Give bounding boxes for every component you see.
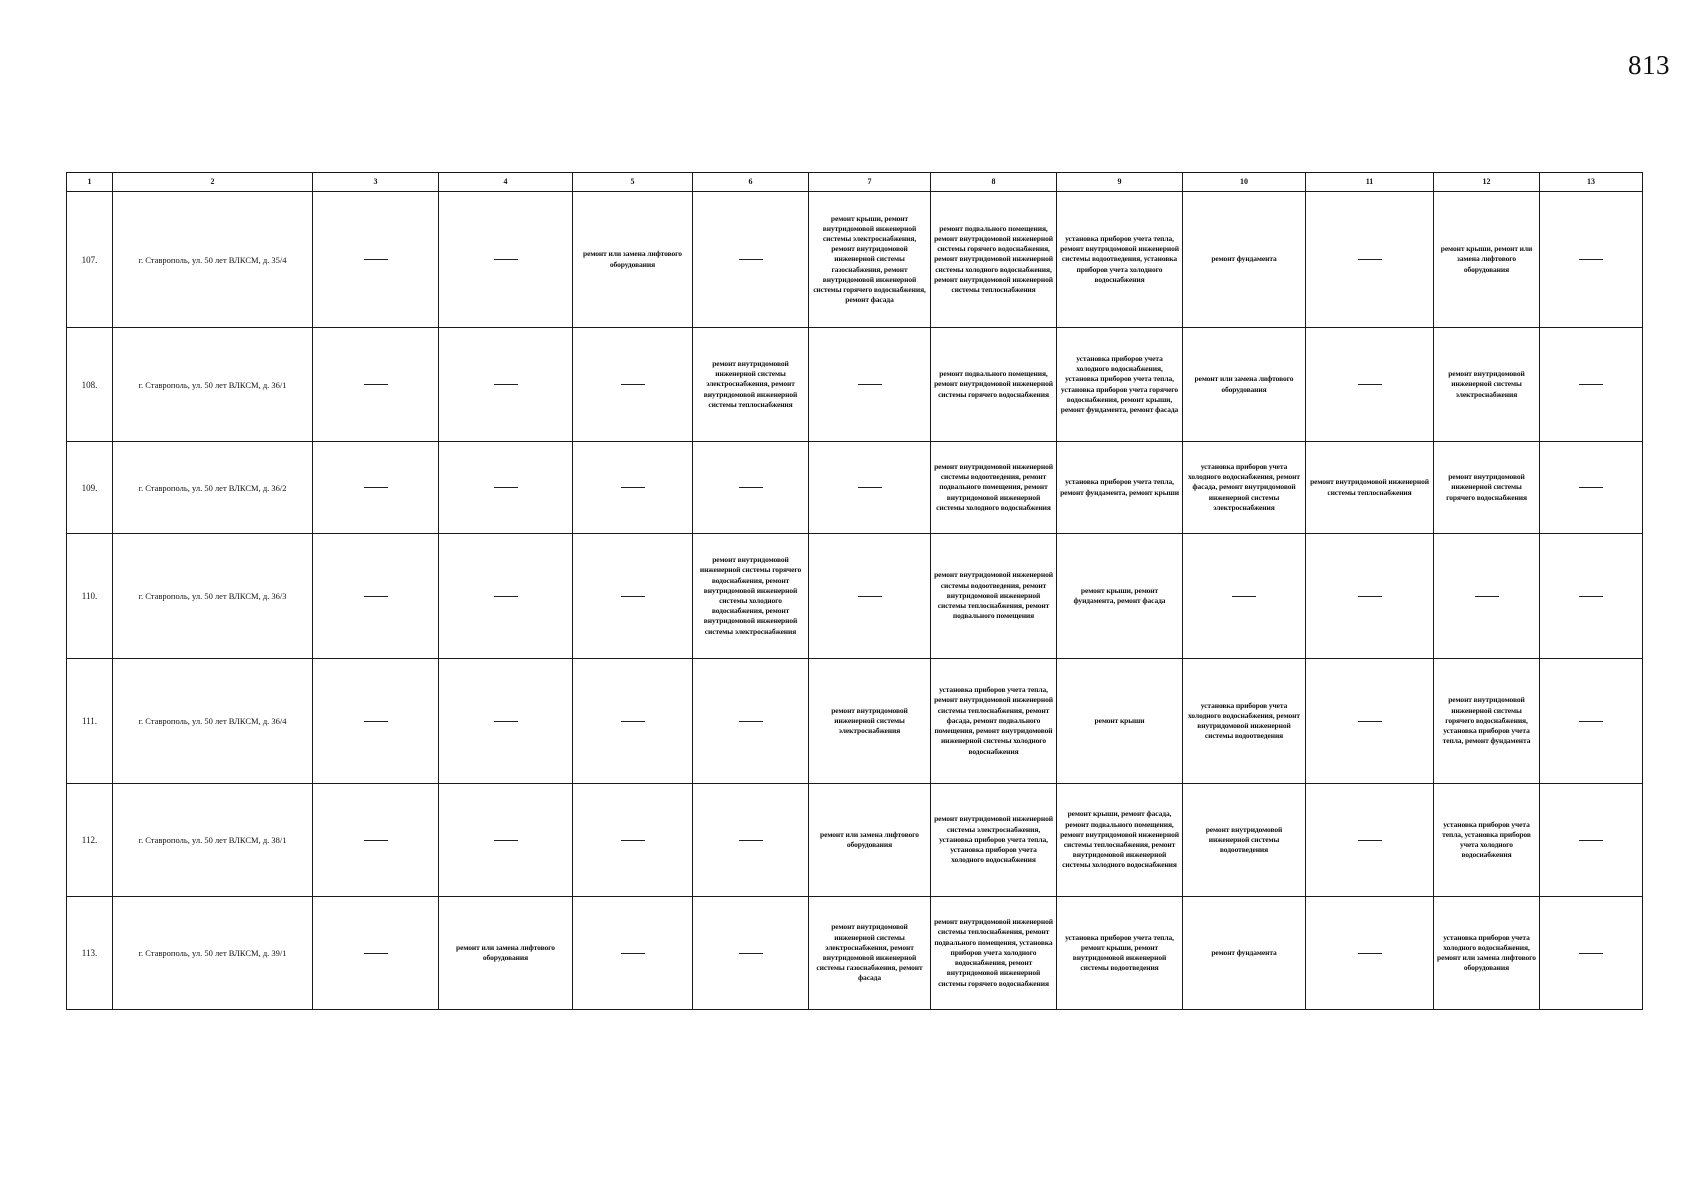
work-cell: ремонт внутридомовой инженерной системы водоотведения, ремонт подвального помещения, ремонт внутридомовой инженерной системы холодного водоснабжения: [931, 442, 1057, 534]
column-number: 4: [439, 173, 573, 192]
column-number: 6: [693, 173, 809, 192]
dash-mark: [858, 596, 882, 597]
dash-mark: [621, 840, 645, 841]
empty-cell: [573, 328, 693, 442]
empty-cell: [1306, 192, 1434, 328]
empty-cell: [573, 534, 693, 659]
work-cell: ремонт фундамента: [1183, 897, 1306, 1010]
dash-mark: [494, 721, 518, 722]
dash-mark: [1358, 259, 1382, 260]
work-cell: установка приборов учета холодного водоснабжения, ремонт внутридомовой инженерной системы водоотведения: [1183, 659, 1306, 784]
column-number: 10: [1183, 173, 1306, 192]
dash-mark: [621, 487, 645, 488]
dash-mark: [364, 259, 388, 260]
work-cell: установка приборов учета тепла, ремонт фундамента, ремонт крыши: [1057, 442, 1183, 534]
empty-cell: [313, 328, 439, 442]
address-cell: г. Ставрополь, ул. 50 лет ВЛКСМ, д. 36/3: [113, 534, 313, 659]
address-cell: г. Ставрополь, ул. 50 лет ВЛКСМ, д. 38/1: [113, 784, 313, 897]
dash-mark: [739, 840, 763, 841]
empty-cell: [809, 442, 931, 534]
work-cell: ремонт подвального помещения, ремонт внутридомовой инженерной системы горячего водоснабжения, ремонт внутридомовой инженерной системы холодного водоснабжения, ремонт внутридомовой инженерной системы теплоснабжения: [931, 192, 1057, 328]
dash-mark: [494, 487, 518, 488]
empty-cell: [693, 784, 809, 897]
empty-cell: [573, 784, 693, 897]
work-cell: ремонт внутридомовой инженерной системы горячего водоснабжения, установка приборов учета тепла, ремонт фундамента: [1434, 659, 1540, 784]
empty-cell: [1306, 534, 1434, 659]
dash-mark: [364, 953, 388, 954]
work-cell: ремонт внутридомовой инженерной системы электроснабжения, ремонт внутридомовой инженерной системы газоснабжения, ремонт фасада: [809, 897, 931, 1010]
work-cell: ремонт внутридомовой инженерной системы электроснабжения, ремонт внутридомовой инженерной системы теплоснабжения: [693, 328, 809, 442]
row-number-cell: 112.: [67, 784, 113, 897]
work-cell: установка приборов учета холодного водоснабжения, ремонт или замена лифтового оборудования: [1434, 897, 1540, 1010]
work-cell: установка приборов учета холодного водоснабжения, ремонт фасада, ремонт внутридомовой инженерной системы электроснабжения: [1183, 442, 1306, 534]
row-number-cell: 109.: [67, 442, 113, 534]
column-number: 9: [1057, 173, 1183, 192]
dash-mark: [621, 596, 645, 597]
dash-mark: [1358, 596, 1382, 597]
work-cell: ремонт внутридомовой инженерной системы теплоснабжения, ремонт подвального помещения, установка приборов учета холодного водоснабжения, ремонт внутридомовой инженерной системы горячего водоснабжения: [931, 897, 1057, 1010]
dash-mark: [1579, 596, 1603, 597]
empty-cell: [693, 442, 809, 534]
column-number: 1: [67, 173, 113, 192]
dash-mark: [364, 840, 388, 841]
dash-mark: [494, 384, 518, 385]
dash-mark: [364, 721, 388, 722]
empty-cell: [693, 192, 809, 328]
empty-cell: [693, 897, 809, 1010]
address-cell: г. Ставрополь, ул. 50 лет ВЛКСМ, д. 36/2: [113, 442, 313, 534]
work-cell: ремонт или замена лифтового оборудования: [809, 784, 931, 897]
column-number: 2: [113, 173, 313, 192]
table-body: [67, 192, 1643, 1010]
empty-cell: [573, 897, 693, 1010]
column-number: 3: [313, 173, 439, 192]
empty-cell: [1183, 534, 1306, 659]
work-cell: ремонт внутридомовой инженерной системы электроснабжения: [809, 659, 931, 784]
page-number: 813: [1628, 50, 1670, 80]
work-cell: установка приборов учета холодного водоснабжения, установка приборов учета тепла, установка приборов учета горячего водоснабжения, ремонт крыши, ремонт фундамента, ремонт фасада: [1057, 328, 1183, 442]
work-cell: ремонт или замена лифтового оборудования: [1183, 328, 1306, 442]
empty-cell: [573, 659, 693, 784]
dash-mark: [1579, 840, 1603, 841]
empty-cell: [439, 192, 573, 328]
table-row: [67, 897, 1643, 1010]
work-cell: ремонт фундамента: [1183, 192, 1306, 328]
dash-mark: [364, 596, 388, 597]
work-cell: ремонт крыши, ремонт фасада, ремонт подвального помещения, ремонт внутридомовой инженерной системы теплоснабжения, ремонт внутридомовой инженерной системы холодного водоснабжения: [1057, 784, 1183, 897]
empty-cell: [1306, 659, 1434, 784]
row-number-cell: 110.: [67, 534, 113, 659]
empty-cell: [1434, 534, 1540, 659]
column-number: 11: [1306, 173, 1434, 192]
empty-cell: [313, 897, 439, 1010]
work-cell: ремонт крыши, ремонт фундамента, ремонт фасада: [1057, 534, 1183, 659]
table-row: [67, 659, 1643, 784]
work-cell: ремонт или замена лифтового оборудования: [573, 192, 693, 328]
column-number-row: [67, 173, 1643, 192]
row-number-cell: 111.: [67, 659, 113, 784]
dash-mark: [1579, 721, 1603, 722]
dash-mark: [1579, 487, 1603, 488]
dash-mark: [739, 953, 763, 954]
work-cell: ремонт крыши: [1057, 659, 1183, 784]
dash-mark: [739, 487, 763, 488]
dash-mark: [494, 259, 518, 260]
work-cell: ремонт крыши, ремонт внутридомовой инженерной системы электроснабжения, ремонт внутридомовой инженерной системы газоснабжения, ремонт внутридомовой инженерной системы горячего водоснабжения, ремонт фасада: [809, 192, 931, 328]
empty-cell: [1306, 897, 1434, 1010]
dash-mark: [364, 487, 388, 488]
empty-cell: [313, 659, 439, 784]
empty-cell: [313, 442, 439, 534]
column-number: 7: [809, 173, 931, 192]
work-cell: ремонт внутридомовой инженерной системы электроснабжения, установка приборов учета тепла, установка приборов учета холодного водоснабжения: [931, 784, 1057, 897]
empty-cell: [1540, 659, 1643, 784]
repair-works-table: [66, 172, 1643, 1010]
row-number-cell: 113.: [67, 897, 113, 1010]
empty-cell: [313, 534, 439, 659]
empty-cell: [809, 328, 931, 442]
dash-mark: [739, 721, 763, 722]
dash-mark: [621, 721, 645, 722]
empty-cell: [439, 328, 573, 442]
dash-mark: [1579, 259, 1603, 260]
empty-cell: [439, 659, 573, 784]
empty-cell: [439, 534, 573, 659]
dash-mark: [739, 259, 763, 260]
table-row: [67, 534, 1643, 659]
table-row: [67, 442, 1643, 534]
work-cell: установка приборов учета тепла, ремонт внутридомовой инженерной системы водоотведения, установка приборов учета холодного водоснабжения: [1057, 192, 1183, 328]
work-cell: установка приборов учета тепла, установка приборов учета холодного водоснабжения: [1434, 784, 1540, 897]
table-row: [67, 192, 1643, 328]
work-cell: установка приборов учета тепла, ремонт крыши, ремонт внутридомовой инженерной системы водоотведения: [1057, 897, 1183, 1010]
table-row: [67, 328, 1643, 442]
dash-mark: [364, 384, 388, 385]
dash-mark: [1358, 721, 1382, 722]
work-cell: ремонт подвального помещения, ремонт внутридомовой инженерной системы горячего водоснабжения: [931, 328, 1057, 442]
empty-cell: [1306, 784, 1434, 897]
column-number: 5: [573, 173, 693, 192]
dash-mark: [494, 596, 518, 597]
work-cell: ремонт внутридомовой инженерной системы водоотведения: [1183, 784, 1306, 897]
column-number: 8: [931, 173, 1057, 192]
empty-cell: [1540, 328, 1643, 442]
dash-mark: [621, 384, 645, 385]
dash-mark: [621, 953, 645, 954]
empty-cell: [573, 442, 693, 534]
row-number-cell: 107.: [67, 192, 113, 328]
empty-cell: [1540, 192, 1643, 328]
address-cell: г. Ставрополь, ул. 50 лет ВЛКСМ, д. 36/4: [113, 659, 313, 784]
empty-cell: [313, 784, 439, 897]
address-cell: г. Ставрополь, ул. 50 лет ВЛКСМ, д. 39/1: [113, 897, 313, 1010]
column-number: 13: [1540, 173, 1643, 192]
dash-mark: [1358, 840, 1382, 841]
empty-cell: [693, 659, 809, 784]
work-cell: ремонт внутридомовой инженерной системы горячего водоснабжения, ремонт внутридомовой инженерной системы холодного водоснабжения, ремонт внутридомовой инженерной системы электроснабжения: [693, 534, 809, 659]
dash-mark: [858, 487, 882, 488]
empty-cell: [439, 784, 573, 897]
empty-cell: [1540, 784, 1643, 897]
dash-mark: [858, 384, 882, 385]
dash-mark: [1358, 384, 1382, 385]
column-number: 12: [1434, 173, 1540, 192]
dash-mark: [1358, 953, 1382, 954]
work-cell: ремонт внутридомовой инженерной системы горячего водоснабжения: [1434, 442, 1540, 534]
empty-cell: [1540, 442, 1643, 534]
work-cell: ремонт или замена лифтового оборудования: [439, 897, 573, 1010]
address-cell: г. Ставрополь, ул. 50 лет ВЛКСМ, д. 35/4: [113, 192, 313, 328]
empty-cell: [809, 534, 931, 659]
empty-cell: [439, 442, 573, 534]
work-cell: установка приборов учета тепла, ремонт внутридомовой инженерной системы теплоснабжения, ремонт фасада, ремонт подвального помещения, ремонт внутридомовой инженерной системы холодного водоснабжения: [931, 659, 1057, 784]
dash-mark: [1579, 953, 1603, 954]
dash-mark: [494, 840, 518, 841]
address-cell: г. Ставрополь, ул. 50 лет ВЛКСМ, д. 36/1: [113, 328, 313, 442]
work-cell: ремонт внутридомовой инженерной системы теплоснабжения: [1306, 442, 1434, 534]
work-cell: ремонт внутридомовой инженерной системы электроснабжения: [1434, 328, 1540, 442]
empty-cell: [1540, 534, 1643, 659]
empty-cell: [1540, 897, 1643, 1010]
empty-cell: [313, 192, 439, 328]
table-row: [67, 784, 1643, 897]
row-number-cell: 108.: [67, 328, 113, 442]
work-cell: ремонт внутридомовой инженерной системы водоотведения, ремонт внутридомовой инженерной системы теплоснабжения, ремонт подвального помещения: [931, 534, 1057, 659]
dash-mark: [1232, 596, 1256, 597]
work-cell: ремонт крыши, ремонт или замена лифтового оборудования: [1434, 192, 1540, 328]
dash-mark: [1579, 384, 1603, 385]
dash-mark: [1475, 596, 1499, 597]
empty-cell: [1306, 328, 1434, 442]
